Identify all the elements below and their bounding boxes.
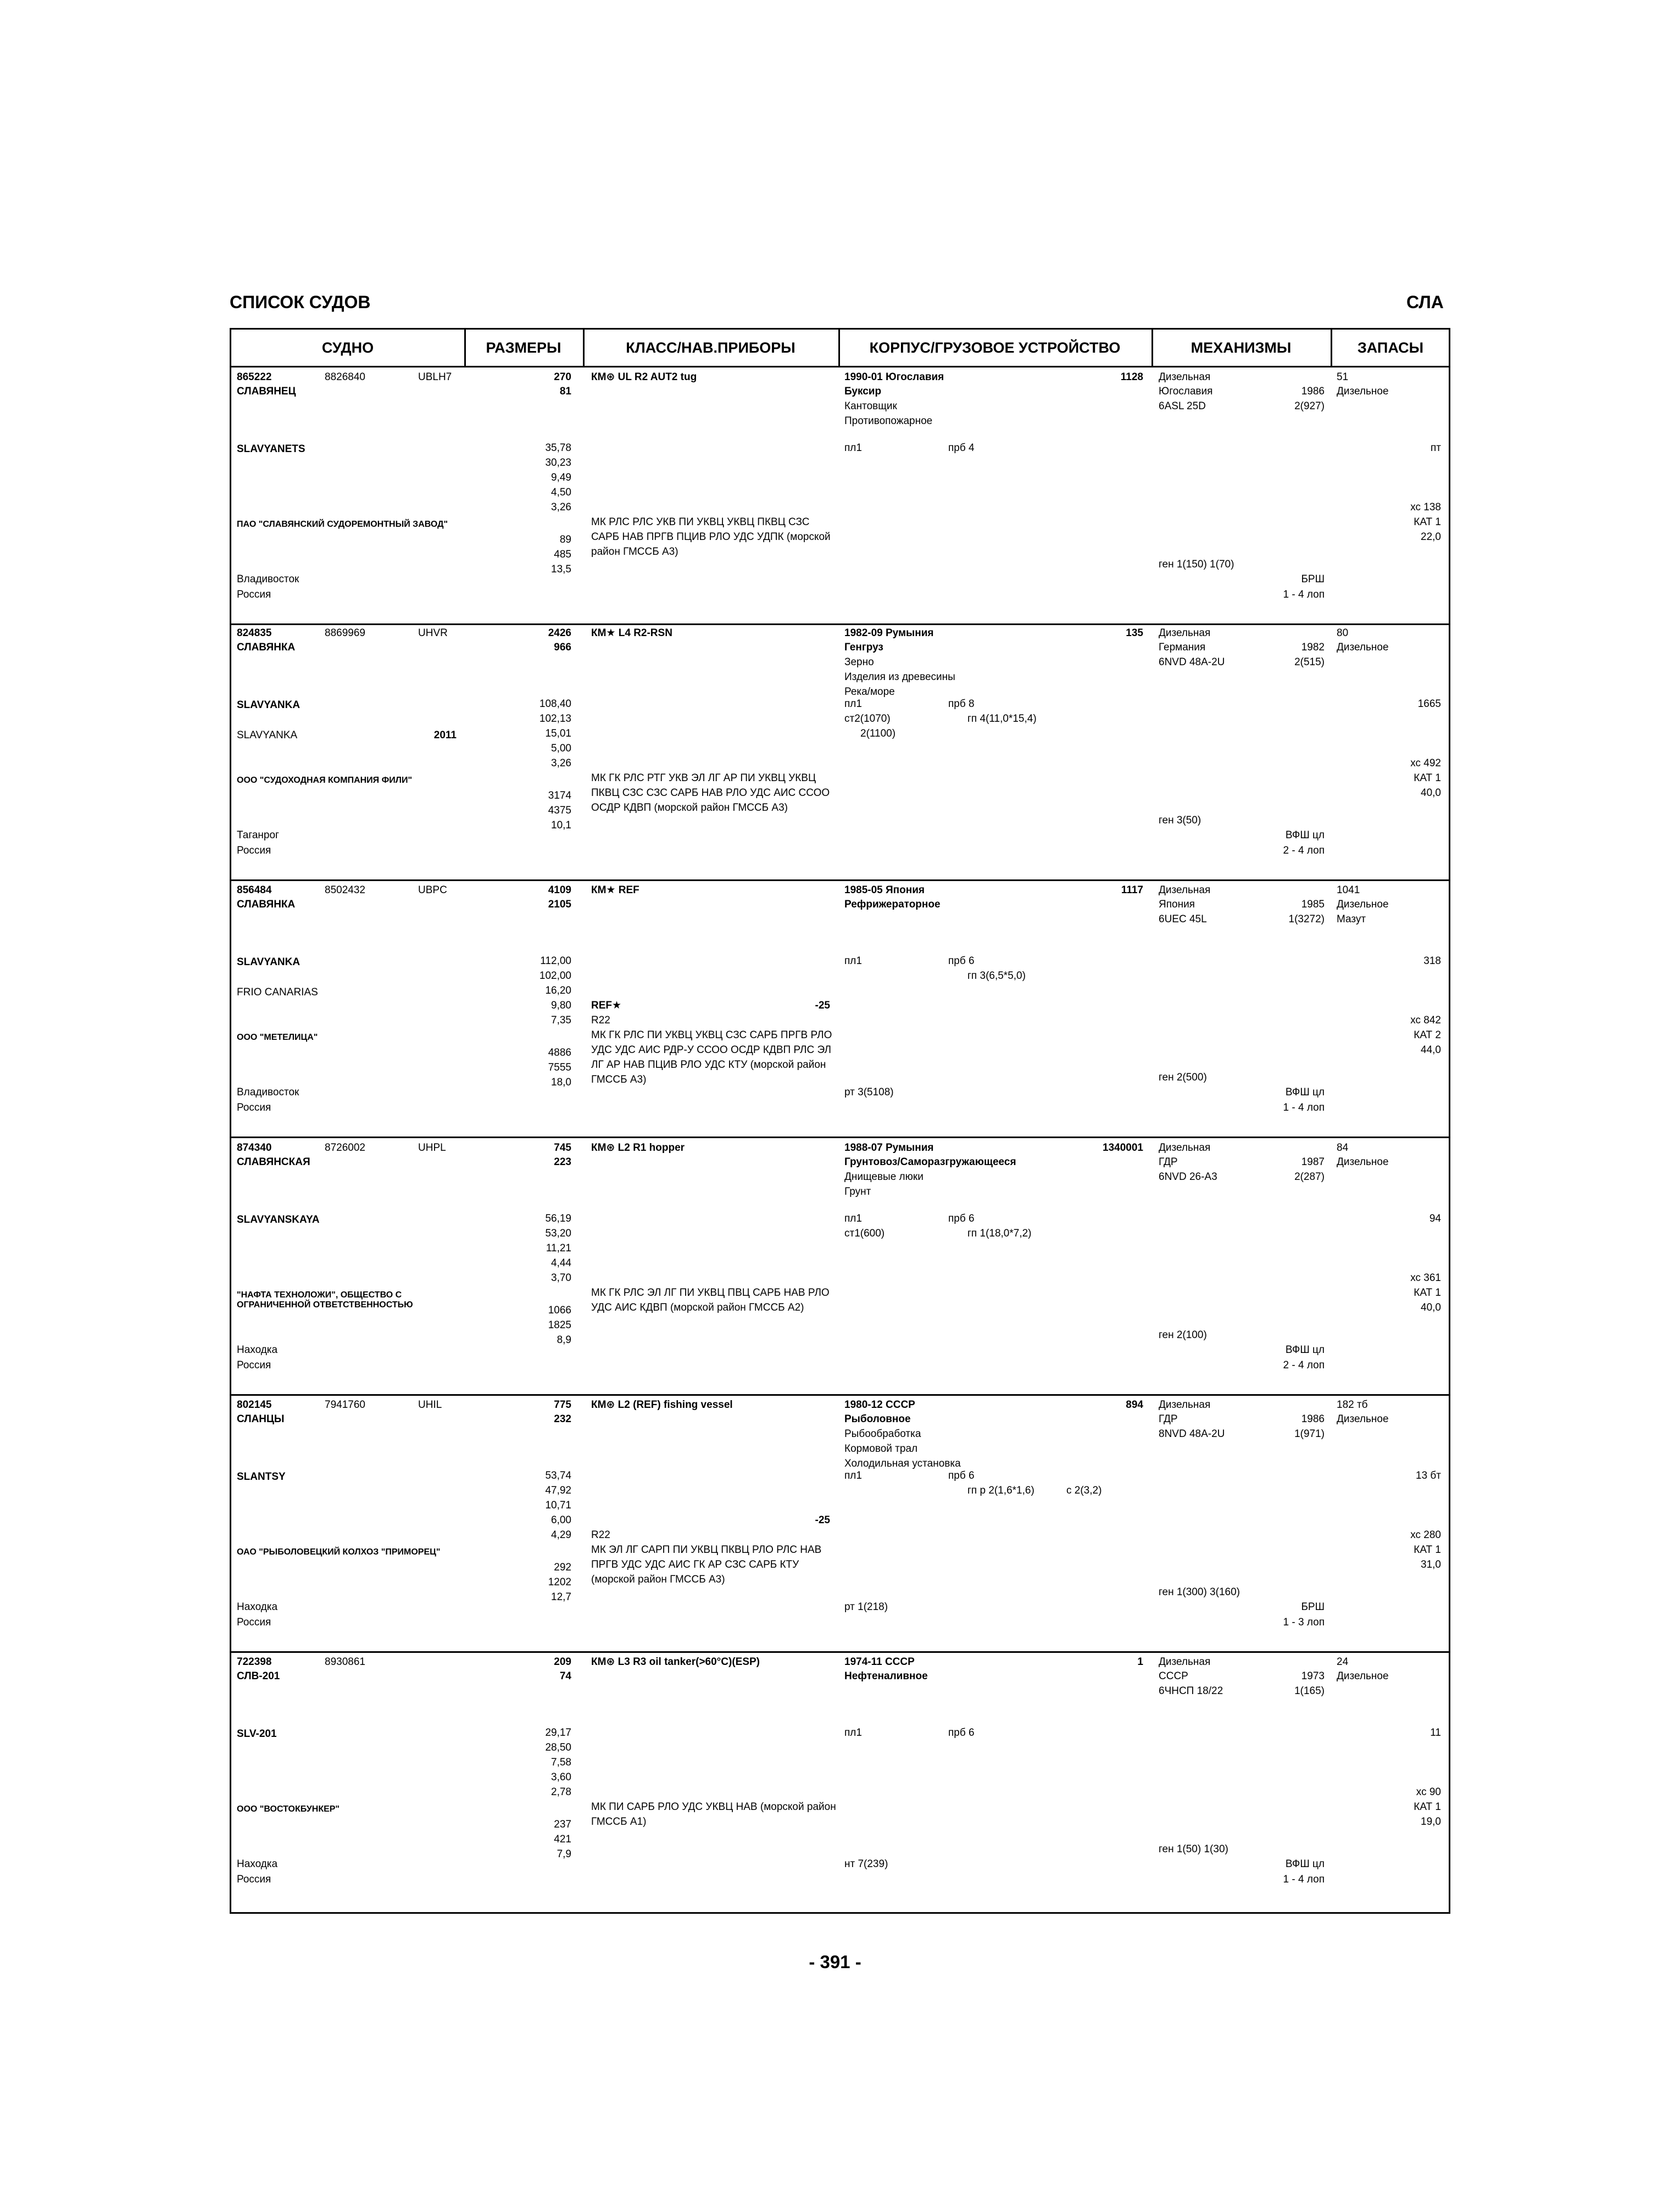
fuel-type: Дизельное: [1337, 1670, 1389, 1682]
propeller-blades: 1 - 4 лоп: [1283, 589, 1325, 600]
category: КАТ 1: [1414, 1801, 1441, 1813]
class-notation: КМ★ L4 R2-RSN: [591, 627, 672, 639]
net-tonnage: 223: [554, 1156, 571, 1168]
category: КАТ 1: [1414, 1287, 1441, 1299]
ship-name-latin: SLAVYANKA: [237, 699, 301, 711]
generators: ген 2(100): [1159, 1329, 1207, 1341]
fuel-type-2: Мазут: [1337, 913, 1366, 925]
length-overall: 56,19: [545, 1213, 571, 1224]
fuel-capacity: 182 тб: [1337, 1399, 1368, 1411]
ship-name: СЛАНЦЫ: [237, 1413, 285, 1425]
tanks: рт 1(218): [844, 1601, 888, 1613]
section-code: СЛА: [1406, 292, 1444, 312]
ship-name-latin: SLAVYANETS: [237, 443, 305, 455]
fuel-consumption: 13 бт: [1416, 1470, 1441, 1481]
propeller-blades: 2 - 4 лоп: [1283, 1360, 1325, 1371]
hull-bulkheads: прб 4: [948, 442, 975, 454]
speed-knots: 7,9: [557, 1848, 571, 1860]
net-tonnage: 81: [559, 386, 571, 397]
fuel-capacity: 80: [1337, 627, 1349, 639]
build-date-country: 1982-09 Румыния: [844, 627, 934, 639]
ship-name: СЛВ-201: [237, 1670, 280, 1682]
hull-detail: Зерно: [844, 656, 874, 668]
fuel-type: Дизельное: [1337, 899, 1389, 910]
speed: 31,0: [1421, 1559, 1441, 1570]
hull-decks: пл1: [844, 442, 862, 454]
fuel-type: Дизельное: [1337, 642, 1389, 653]
ship-name-latin: SLANTSY: [237, 1471, 286, 1483]
class-notation: КМ⊛ L3 R3 oil tanker(>60°C)(ESP): [591, 1656, 760, 1668]
registry-number: 802145: [237, 1399, 272, 1411]
engine-country: СССР: [1159, 1670, 1188, 1682]
deadweight-2: 1825: [548, 1319, 571, 1331]
engine-year: 1982: [1301, 642, 1325, 653]
class-notation: КМ★ REF: [591, 884, 639, 896]
depth: 5,00: [551, 743, 571, 754]
ship-type: Рыболовное: [844, 1413, 911, 1425]
tanks: рт 3(5108): [844, 1087, 894, 1098]
hull-detail: Днищевые люки: [844, 1171, 924, 1183]
registry-number: 874340: [237, 1142, 272, 1154]
ship-record: [231, 623, 1449, 879]
ship-owner: ОАО "РЫБОЛОВЕЦКИЙ КОЛХОЗ "ПРИМОРЕЦ": [237, 1547, 441, 1557]
refrigerant: R22: [591, 1015, 610, 1026]
flag-state: Россия: [237, 1360, 271, 1371]
hull-decks: пл1: [844, 1727, 862, 1739]
ship-owner: ООО "ВОСТОКБУНКЕР": [237, 1804, 340, 1814]
deadweight-1: 237: [554, 1819, 571, 1830]
home-port: Владивосток: [237, 1087, 299, 1098]
yard-number: 135: [1126, 627, 1143, 639]
fuel-consumption: 318: [1423, 955, 1441, 967]
flag-state: Россия: [237, 589, 271, 600]
call-sign: UBPC: [418, 884, 447, 896]
imo-number: 8826840: [325, 371, 365, 383]
breadth: 16,20: [545, 985, 571, 996]
home-port: Находка: [237, 1858, 278, 1870]
call-sign: UBLH7: [418, 371, 452, 383]
category: КАТ 2: [1414, 1029, 1441, 1041]
fuel-consumption: 94: [1429, 1213, 1441, 1224]
ship-record: [231, 367, 1449, 623]
hatches: гп 3(6,5*5,0): [967, 970, 1026, 982]
generators: ген 1(300) 3(160): [1159, 1586, 1240, 1598]
speed: 40,0: [1421, 1302, 1441, 1313]
ship-type: Рефрижераторное: [844, 899, 941, 910]
holds: ст2(1070): [844, 713, 891, 725]
hatches: гп 4(11,0*15,4): [967, 713, 1037, 725]
generators: ген 1(150) 1(70): [1159, 559, 1234, 570]
deadweight-1: 292: [554, 1562, 571, 1573]
column-header-hull: КОРПУС/ГРУЗОВОЕ УСТРОЙСТВО: [869, 339, 1121, 356]
page-number: - 391 -: [809, 1952, 861, 1972]
speed: 44,0: [1421, 1044, 1441, 1056]
former-name-year: 2011: [433, 729, 457, 741]
column-divider: [464, 330, 466, 366]
propeller-type: ВФШ цл: [1285, 1858, 1325, 1870]
ship-owner: ООО "СУДОХОДНАЯ КОМПАНИЯ ФИЛИ": [237, 776, 413, 785]
depth: 4,44: [551, 1257, 571, 1269]
registry-number: 856484: [237, 884, 272, 896]
fuel-type: Дизельное: [1337, 1156, 1389, 1168]
flag-state: Россия: [237, 1617, 271, 1628]
former-name: SLAVYANKA: [237, 729, 298, 741]
generators: ген 3(50): [1159, 815, 1201, 826]
engine-power: 1(3272): [1288, 913, 1325, 925]
home-port: Находка: [237, 1344, 278, 1356]
speed: 22,0: [1421, 531, 1441, 543]
column-header-machinery: МЕХАНИЗМЫ: [1191, 339, 1292, 356]
cargo-holds: хс 492: [1410, 757, 1441, 769]
navigation-equipment: МК РЛС РЛС УКВ ПИ УКВЦ УКВЦ ПКВЦ СЗС САРБ НАВ ПРГВ ПЦИВ РЛО УДС УДПК (морской район ГМССБ А3): [591, 516, 831, 558]
engine-year: 1987: [1301, 1156, 1325, 1168]
propeller-blades: 2 - 4 лоп: [1283, 845, 1325, 856]
speed-knots: 18,0: [551, 1077, 571, 1088]
deadweight-2: 7555: [548, 1062, 571, 1073]
deadweight-2: 1202: [548, 1576, 571, 1588]
hull-detail: Противопожарное: [844, 415, 933, 427]
engine-type: Дизельная: [1159, 884, 1211, 896]
hull-detail: Кормовой трал: [844, 1443, 918, 1455]
length-pp: 53,20: [545, 1228, 571, 1239]
ship-table: [230, 328, 1450, 1914]
ship-name: СЛАВЯНЕЦ: [237, 386, 296, 397]
speed: 19,0: [1421, 1816, 1441, 1828]
yard-number: 1: [1137, 1656, 1143, 1668]
fuel-capacity: 51: [1337, 371, 1349, 383]
propeller-type: БРШ: [1301, 573, 1325, 585]
ship-record: [231, 1652, 1449, 1908]
column-divider: [583, 330, 585, 366]
cargo-holds: хс 138: [1410, 502, 1441, 513]
net-tonnage: 74: [559, 1670, 571, 1682]
refrigeration-temp: -25: [815, 1514, 830, 1526]
length-overall: 35,78: [545, 442, 571, 454]
fuel-type: Дизельное: [1337, 1413, 1389, 1425]
speed-knots: 13,5: [551, 564, 571, 575]
gross-tonnage: 745: [554, 1142, 571, 1154]
engine-country: Югославия: [1159, 386, 1213, 397]
hull-detail: Холодильная установка: [844, 1458, 961, 1469]
length-overall: 29,17: [545, 1727, 571, 1739]
gross-tonnage: 209: [554, 1656, 571, 1668]
ship-type: Грунтовоз/Саморазгружающееся: [844, 1156, 1016, 1168]
engine-model: 6NVD 48A-2U: [1159, 656, 1225, 668]
hull-decks: пл1: [844, 1213, 862, 1224]
category: КАТ 1: [1414, 772, 1441, 784]
navigation-equipment: МК ГК РЛС ПИ УКВЦ УКВЦ СЗС САРБ ПРГВ РЛО УДС УДС АИС РДР-У ССОО ОСДР КДВП РЛС ЭЛ ЛГ АР НАВ ПЦИВ РЛО УДС КТУ (морской район ГМССБ А3): [591, 1029, 832, 1085]
tanks: нт 7(239): [844, 1858, 888, 1870]
propeller-blades: 1 - 3 лоп: [1283, 1617, 1325, 1628]
gross-tonnage: 4109: [548, 884, 571, 896]
fuel-capacity: 84: [1337, 1142, 1349, 1154]
engine-model: 6NVD 26-A3: [1159, 1171, 1217, 1183]
length-overall: 53,74: [545, 1470, 571, 1481]
cargo-holds: хс 361: [1410, 1272, 1441, 1284]
length-pp: 102,00: [539, 970, 571, 982]
hull-bulkheads: прб 6: [948, 955, 975, 967]
column-header-class: КЛАСС/НАВ.ПРИБОРЫ: [626, 339, 796, 356]
generators: ген 1(50) 1(30): [1159, 1843, 1228, 1855]
ship-owner: ООО "МЕТЕЛИЦА": [237, 1033, 318, 1042]
depth: 6,00: [551, 1514, 571, 1526]
hull-bulkheads: прб 6: [948, 1727, 975, 1739]
fuel-consumption: 1665: [1417, 698, 1441, 710]
engine-power: 2(927): [1294, 400, 1325, 412]
deadweight-2: 485: [554, 549, 571, 560]
yard-number: 1117: [1121, 884, 1143, 896]
holds-2: 2(1100): [860, 728, 896, 739]
holds: ст1(600): [844, 1228, 885, 1239]
depth: 9,80: [551, 1000, 571, 1011]
fuel-type: Дизельное: [1337, 386, 1389, 397]
length-pp: 30,23: [545, 457, 571, 469]
category: КАТ 1: [1414, 1544, 1441, 1556]
ship-type: Нефтеналивное: [844, 1670, 928, 1682]
engine-type: Дизельная: [1159, 1399, 1211, 1411]
refrigerant: R22: [591, 1529, 610, 1541]
gross-tonnage: 270: [554, 371, 571, 383]
yard-number: 894: [1126, 1399, 1143, 1411]
propeller-blades: 1 - 4 лоп: [1283, 1874, 1325, 1885]
draught: 3,26: [551, 757, 571, 769]
propeller-type: ВФШ цл: [1285, 829, 1325, 841]
engine-year: 1973: [1301, 1670, 1325, 1682]
ship-owner: "НАФТА ТЕХНОЛОЖИ", ОБЩЕСТВО С ОГРАНИЧЕННОЙ ОТВЕТСТВЕННОСТЬЮ: [237, 1290, 413, 1310]
speed-knots: 10,1: [551, 820, 571, 831]
breadth: 15,01: [545, 728, 571, 739]
length-overall: 112,00: [540, 955, 571, 967]
refrigeration-temp: -25: [815, 1000, 830, 1011]
draught: 4,29: [551, 1529, 571, 1541]
engine-model: 8NVD 48A-2U: [1159, 1428, 1225, 1440]
ship-owner: ПАО "СЛАВЯНСКИЙ СУДОРЕМОНТНЫЙ ЗАВОД": [237, 520, 448, 529]
engine-year: 1986: [1301, 386, 1325, 397]
imo-number: 8869969: [325, 627, 365, 639]
navigation-equipment: МК ГК РЛС ЭЛ ЛГ ПИ УКВЦ ПВЦ САРБ НАВ РЛО УДС АИС КДВП (морской район ГМССБ А2): [591, 1287, 830, 1313]
imo-number: 7941760: [325, 1399, 365, 1411]
ship-name: СЛАВЯНСКАЯ: [237, 1156, 310, 1168]
hull-decks: пл1: [844, 955, 862, 967]
cranes: с 2(3,2): [1066, 1485, 1102, 1496]
navigation-equipment: МК ЭЛ ЛГ САРП ПИ УКВЦ ПКВЦ РЛО РЛС НАВ ПРГВ УДС УДС АИС ГК АР СЗС САРБ КТУ (морской район ГМССБ А3): [591, 1544, 822, 1585]
build-date-country: 1988-07 Румыния: [844, 1142, 934, 1154]
ship-name-latin: SLV-201: [237, 1728, 277, 1740]
build-date-country: 1990-01 Югославия: [844, 371, 944, 383]
cargo-holds: хс 280: [1410, 1529, 1441, 1541]
yard-number: 1340001: [1103, 1142, 1143, 1154]
engine-power: 1(165): [1294, 1685, 1325, 1697]
draught: 3,26: [551, 502, 571, 513]
draught: 3,70: [551, 1272, 571, 1284]
depth: 3,60: [551, 1772, 571, 1783]
cargo-holds: хс 90: [1416, 1786, 1441, 1798]
depth: 4,50: [551, 487, 571, 498]
engine-model: 6ASL 25D: [1159, 400, 1206, 412]
ship-name-latin: SLAVYANKA: [237, 956, 301, 968]
flag-state: Россия: [237, 1874, 271, 1885]
breadth: 10,71: [545, 1500, 571, 1511]
engine-type: Дизельная: [1159, 371, 1211, 383]
hull-detail: Изделия из древесины: [844, 671, 955, 683]
engine-power: 1(971): [1294, 1428, 1325, 1440]
class-notation: КМ⊛ UL R2 AUT2 tug: [591, 371, 697, 383]
flag-state: Россия: [237, 845, 271, 856]
registry-number: 722398: [237, 1656, 272, 1668]
hull-detail: Грунт: [844, 1186, 871, 1197]
fuel-capacity: 24: [1337, 1656, 1349, 1668]
flag-state: Россия: [237, 1102, 271, 1113]
build-date-country: 1974-11 СССР: [844, 1656, 915, 1668]
deadweight-1: 3174: [548, 790, 571, 801]
engine-type: Дизельная: [1159, 1656, 1211, 1668]
column-header-ship: СУДНО: [321, 339, 374, 356]
hatches: гп 1(18,0*7,2): [967, 1228, 1032, 1239]
column-header-dimensions: РАЗМЕРЫ: [486, 339, 561, 356]
navigation-equipment: МК ГК РЛС РТГ УКВ ЭЛ ЛГ АР ПИ УКВЦ УКВЦ ПКВЦ СЗС СЗС САРБ НАВ РЛО УДС АИС ССОО ОСДР КДВП (морской район ГМССБ А3): [591, 772, 830, 814]
engine-country: ГДР: [1159, 1156, 1178, 1168]
ship-name: СЛАВЯНКА: [237, 899, 296, 910]
engine-year: 1985: [1301, 899, 1325, 910]
registry-number: 824835: [237, 627, 272, 639]
engine-country: ГДР: [1159, 1413, 1178, 1425]
propeller-type: ВФШ цл: [1285, 1087, 1325, 1098]
breadth: 7,58: [551, 1757, 571, 1768]
deadweight-1: 1066: [548, 1305, 571, 1316]
ship-name: СЛАВЯНКА: [237, 642, 296, 653]
call-sign: UHPL: [418, 1142, 446, 1154]
yard-number: 1128: [1120, 371, 1143, 383]
gross-tonnage: 775: [554, 1399, 571, 1411]
build-date-country: 1980-12 СССР: [844, 1399, 915, 1411]
page-title: СПИСОК СУДОВ: [230, 292, 371, 312]
generators: ген 2(500): [1159, 1072, 1207, 1083]
engine-power: 2(515): [1294, 656, 1325, 668]
imo-number: 8930861: [325, 1656, 365, 1668]
fuel-capacity: 1041: [1337, 884, 1360, 896]
engine-year: 1986: [1301, 1413, 1325, 1425]
hull-detail: Кантовщик: [844, 400, 897, 412]
ship-type: Генгруз: [844, 642, 883, 653]
engine-model: 6ЧНСП 18/22: [1159, 1685, 1223, 1697]
hull-decks: пл1: [844, 698, 862, 710]
gross-tonnage: 2426: [548, 627, 571, 639]
build-date-country: 1985-05 Япония: [844, 884, 925, 896]
hull-detail: Рыбообработка: [844, 1428, 921, 1440]
hull-bulkheads: прб 6: [948, 1470, 975, 1481]
ship-record: [231, 1395, 1449, 1651]
hull-bulkheads: прб 8: [948, 698, 975, 710]
engine-power: 2(287): [1294, 1171, 1325, 1183]
navigation-equipment: МК ПИ САРБ РЛО УДС УКВЦ НАВ (морской район ГМССБ А1): [591, 1801, 836, 1828]
category: КАТ 1: [1414, 516, 1441, 528]
engine-country: Япония: [1159, 899, 1195, 910]
ship-record: [231, 881, 1449, 1137]
engine-type: Дизельная: [1159, 1142, 1211, 1154]
net-tonnage: 2105: [548, 899, 571, 910]
registry-number: 865222: [237, 371, 272, 383]
hull-decks: пл1: [844, 1470, 862, 1481]
column-header-stores: ЗАПАСЫ: [1357, 339, 1424, 356]
engine-country: Германия: [1159, 642, 1206, 653]
engine-type: Дизельная: [1159, 627, 1211, 639]
length-pp: 47,92: [545, 1485, 571, 1496]
deadweight-2: 4375: [548, 805, 571, 816]
column-divider: [838, 330, 840, 366]
length-pp: 102,13: [539, 713, 571, 725]
ship-type: Буксир: [844, 386, 882, 397]
breadth: 11,21: [546, 1243, 571, 1254]
speed-knots: 8,9: [557, 1334, 571, 1346]
home-port: Таганрог: [237, 829, 279, 841]
fuel-consumption: пт: [1431, 442, 1441, 454]
speed: 40,0: [1421, 787, 1441, 799]
imo-number: 8502432: [325, 884, 365, 896]
deadweight-2: 421: [554, 1834, 571, 1845]
home-port: Находка: [237, 1601, 278, 1613]
propeller-type: ВФШ цл: [1285, 1344, 1325, 1356]
deadweight-1: 89: [559, 534, 571, 545]
engine-model: 6UEC 45L: [1159, 913, 1207, 925]
net-tonnage: 966: [554, 642, 571, 653]
class-notation: КМ⊛ L2 R1 hopper: [591, 1142, 685, 1154]
propeller-blades: 1 - 4 лоп: [1283, 1102, 1325, 1113]
class-notation: КМ⊛ L2 (REF) fishing vessel: [591, 1399, 733, 1411]
hatches: гп р 2(1,6*1,6): [967, 1485, 1034, 1496]
fuel-consumption: 11: [1430, 1727, 1441, 1739]
former-name: FRIO CANARIAS: [237, 987, 318, 998]
home-port: Владивосток: [237, 573, 299, 585]
column-divider: [1151, 330, 1153, 366]
draught: 7,35: [551, 1015, 571, 1026]
speed-knots: 12,7: [551, 1591, 571, 1603]
net-tonnage: 232: [554, 1413, 571, 1425]
refrigeration-class: REF★: [591, 1000, 622, 1011]
call-sign: UHIL: [418, 1399, 442, 1411]
hull-detail: Река/море: [844, 686, 895, 698]
breadth: 9,49: [551, 472, 571, 483]
deadweight-1: 4886: [548, 1047, 571, 1059]
call-sign: UHVR: [418, 627, 448, 639]
length-pp: 28,50: [545, 1742, 571, 1753]
draught: 2,78: [551, 1786, 571, 1798]
hull-bulkheads: прб 6: [948, 1213, 975, 1224]
length-overall: 108,40: [539, 698, 571, 710]
imo-number: 8726002: [325, 1142, 365, 1154]
column-divider: [1331, 330, 1332, 366]
ship-name-latin: SLAVYANSKAYA: [237, 1214, 320, 1225]
ship-record: [231, 1138, 1449, 1394]
cargo-holds: хс 842: [1410, 1015, 1441, 1026]
propeller-type: БРШ: [1301, 1601, 1325, 1613]
